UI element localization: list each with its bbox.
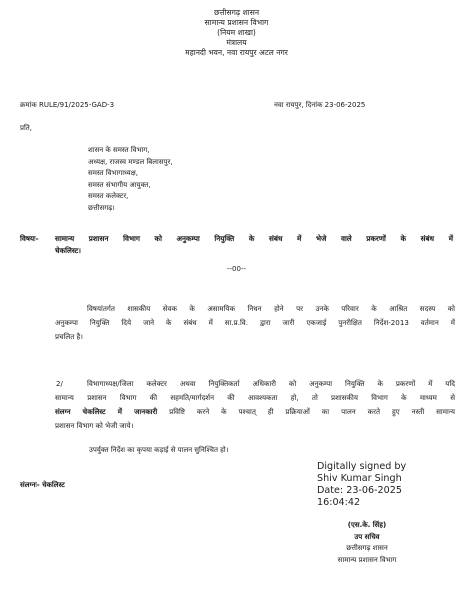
paragraph-2 xyxy=(55,377,455,433)
recipient-item: समस्त कलेक्टर, xyxy=(88,192,129,200)
paragraph-line-rest: प्रविष्टि करने के पश्चात् ही प्रक्रियाओं का पालन करते हुए नस्ती सामान्य xyxy=(157,407,456,416)
recipient-item: समस्त संभागीय आयुक्त, xyxy=(88,180,151,189)
letterhead xyxy=(0,8,473,58)
digital-signature xyxy=(317,461,406,509)
reference-number: क्रमांक RULE/91/2025-GAD-3 xyxy=(20,101,115,109)
enclosure-label: संलग्नः- चेकलिस्ट xyxy=(20,481,65,489)
recipient-item: समस्त विभागाध्यक्ष, xyxy=(88,169,138,177)
place-date: नवा रायपुर, दिनांक 23-06-2025 xyxy=(274,101,366,109)
signature-line: Digitally signed by xyxy=(317,461,407,472)
header-government: छत्तीसगढ़ शासन xyxy=(213,8,260,17)
header-department: सामान्य प्रशासन विभाग xyxy=(204,18,269,27)
paragraph-line: प्रशासन विभाग को भेजी जाये। xyxy=(55,421,134,430)
signatory-block xyxy=(292,520,442,566)
signatory-designation: उप सचिव xyxy=(354,532,380,541)
signatory-org: सामान्य प्रशासन विभाग xyxy=(337,555,397,564)
paragraph-1-cont xyxy=(55,316,455,344)
paragraph-line: अनुकम्पा नियुक्ति दिये जाने के संबंध में सा.प्र.वि. द्वारा जारी एकजाई पुनरीक्षित निर्देश-2013 वर्तमान में xyxy=(55,318,455,327)
divider: --00-- xyxy=(226,265,246,273)
paragraph-1 xyxy=(55,302,455,316)
recipient-item: छत्तीसगढ़। xyxy=(88,203,115,212)
subject-line: चेकलिस्ट। xyxy=(55,246,81,255)
header-ministry: मंत्रालय xyxy=(226,38,247,47)
signature-line: Shiv Kumar Singh xyxy=(317,473,402,484)
recipient-item: शासन के समस्त विभाग, xyxy=(88,146,150,154)
paragraph-line xyxy=(55,405,455,419)
recipient-list xyxy=(88,145,173,214)
to-label: प्रति, xyxy=(20,124,33,132)
subject-text xyxy=(55,233,453,257)
paragraph-line: सामान्य प्रशासन विभाग की सहमति/मार्गदर्शन की आवश्यकता हो, तो प्रशासकीय विभाग के माध्यम से xyxy=(55,393,455,402)
paragraph-line: प्रचलित है। xyxy=(55,332,83,341)
closing-instruction: उपर्युक्त निर्देश का कृपया कड़ाई से पालन सुनिश्चित हो। xyxy=(89,446,229,454)
recipient-item: अध्यक्ष, राजस्व मण्डल बिलासपुर, xyxy=(88,157,173,166)
signatory-name: (एस.के. सिंह) xyxy=(347,521,387,529)
signature-line: Date: 23-06-2025 xyxy=(317,485,402,496)
header-section: (नियम शाखा) xyxy=(217,28,256,37)
header-address: महानदी भवन, नवा रायपुर अटल नगर xyxy=(185,48,288,57)
paragraph-line: विषयांतर्गत शासकीय सेवक के असामयिक निधन होने पर उनके परिवार के आश्रित सदस्य को xyxy=(87,304,455,313)
checklist-emphasis: संलग्न चेकलिस्ट में जानकारी xyxy=(55,407,158,416)
signatory-org: छत्तीसगढ़ शासन xyxy=(346,544,388,552)
paragraph-2-number: 2/ xyxy=(56,380,63,388)
subject-label: विषयः- xyxy=(20,234,39,243)
subject-line: सामान्य प्रशासन विभाग को अनुकम्पा नियुक्ति के संबंध में भेजे वाले प्रकरणों के संबंध में xyxy=(55,234,453,243)
paragraph-line: विभागाध्यक्ष/जिला कलेक्टर अथवा नियुक्तिकर्ता अधिकारी को अनुकम्पा नियुक्ति के प्रकरणों में यदि xyxy=(87,379,455,388)
signature-line: 16:04:42 xyxy=(317,497,361,508)
